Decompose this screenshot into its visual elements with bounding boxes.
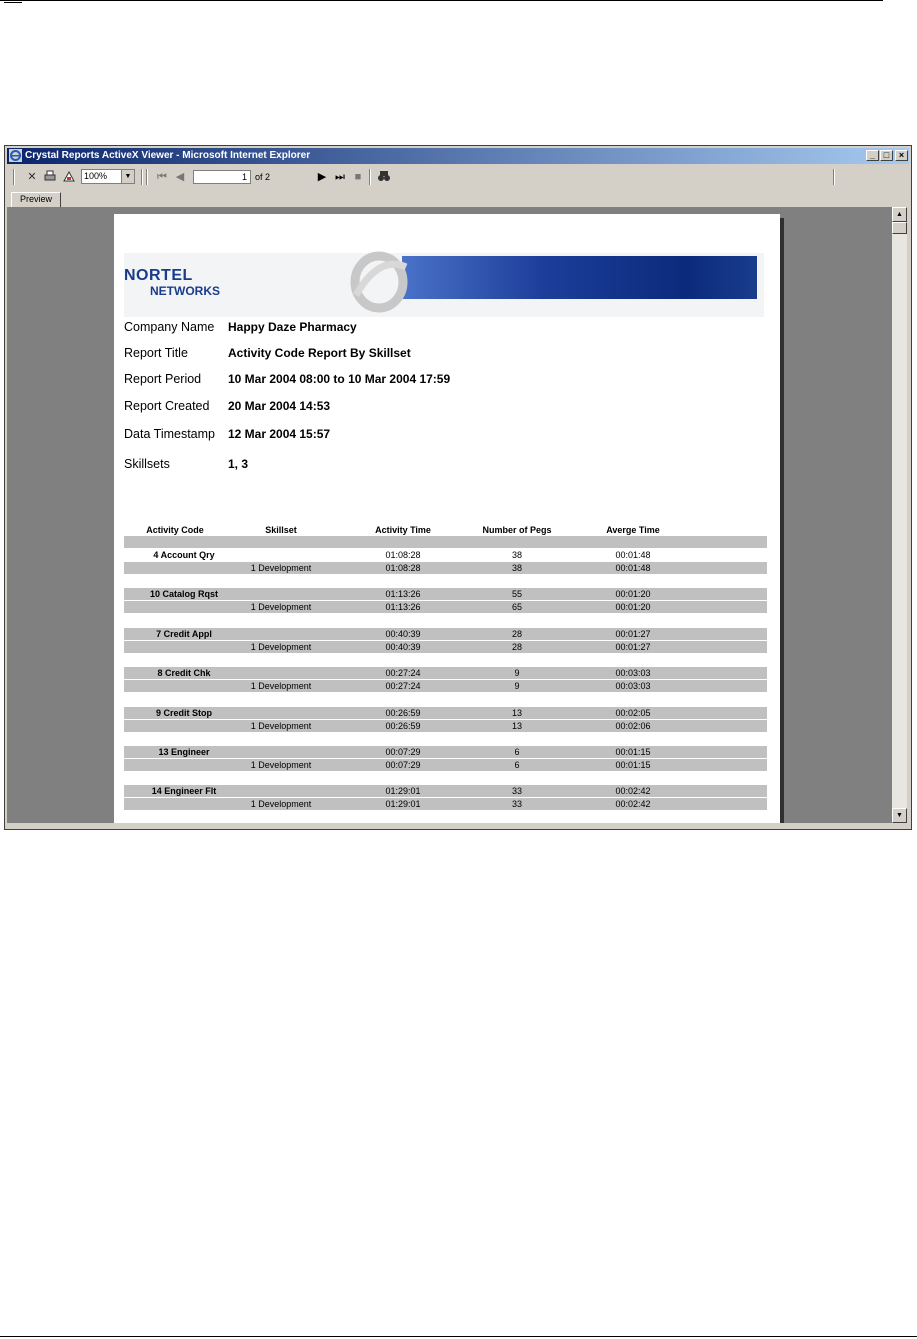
column-header-number-of-pegs: Number of Pegs xyxy=(482,525,552,535)
group-average-time: 00:01:20 xyxy=(615,589,651,600)
detail-activity-time: 00:40:39 xyxy=(385,641,421,652)
meta-label-title: Report Title xyxy=(124,346,188,360)
table-separator-band xyxy=(124,667,767,679)
export-icon[interactable] xyxy=(62,170,76,184)
detail-skillset: 1 Development xyxy=(250,720,312,731)
table-separator-band xyxy=(124,588,767,600)
zoom-select[interactable] xyxy=(81,169,135,184)
meta-value-title: Activity Code Report By Skillset xyxy=(228,346,411,360)
detail-row-band xyxy=(124,759,767,771)
close-button[interactable]: × xyxy=(895,150,908,161)
group-number-of-pegs: 6 xyxy=(514,747,520,757)
detail-activity-time: 00:07:29 xyxy=(385,760,421,770)
scroll-thumb[interactable] xyxy=(892,222,907,234)
detail-skillset: 1 Development xyxy=(250,760,312,770)
stop-icon[interactable]: ■ xyxy=(354,171,362,183)
document-top-rule xyxy=(0,0,883,1)
title-bar[interactable] xyxy=(7,148,909,164)
toolbar-separator xyxy=(146,169,148,185)
column-header-skillset: Skillset xyxy=(265,525,297,535)
detail-number-of-pegs: 9 xyxy=(514,681,520,692)
document-bottom-rule xyxy=(0,1336,917,1337)
toolbar-separator xyxy=(13,169,15,185)
column-header-average-time: Averge Time xyxy=(606,525,660,535)
table-separator-band xyxy=(124,628,767,640)
first-page-icon[interactable]: ⏮ xyxy=(157,171,167,183)
detail-activity-time: 01:29:01 xyxy=(385,799,421,810)
detail-activity-time: 00:26:59 xyxy=(385,720,421,731)
group-average-time: 00:02:42 xyxy=(615,786,651,797)
detail-average-time: 00:01:48 xyxy=(615,563,651,573)
group-activity-time: 00:26:59 xyxy=(385,707,421,718)
meta-label-timestamp: Data Timestamp xyxy=(124,427,216,441)
detail-activity-time: 00:27:24 xyxy=(385,681,421,692)
toolbar-separator xyxy=(833,169,835,185)
group-activity-code: 14 Engineer Flt xyxy=(151,786,217,797)
previous-page-icon[interactable]: ◀ xyxy=(175,171,185,183)
page-count-label: of 2 xyxy=(255,172,271,182)
vertical-scrollbar[interactable] xyxy=(892,207,907,823)
viewer-toolbar xyxy=(7,166,909,188)
meta-label-period: Report Period xyxy=(124,372,202,386)
detail-number-of-pegs: 38 xyxy=(511,563,523,573)
group-activity-code: 7 Credit Appl xyxy=(156,628,212,639)
group-number-of-pegs: 9 xyxy=(514,668,520,679)
detail-row-band xyxy=(124,680,767,692)
search-icon[interactable] xyxy=(377,170,391,184)
maximize-button[interactable]: □ xyxy=(880,150,893,161)
meta-label-skillsets: Skillsets xyxy=(124,457,170,471)
detail-average-time: 00:02:42 xyxy=(615,799,651,810)
table-separator-band xyxy=(124,785,767,797)
group-activity-time: 00:27:24 xyxy=(385,668,421,679)
detail-number-of-pegs: 13 xyxy=(511,720,523,731)
report-page xyxy=(114,214,780,823)
group-number-of-pegs: 33 xyxy=(511,786,523,797)
meta-value-timestamp: 12 Mar 2004 15:57 xyxy=(228,427,331,441)
document-top-mark xyxy=(4,2,22,3)
table-separator-band xyxy=(124,746,767,758)
detail-skillset: 1 Development xyxy=(250,602,312,613)
detail-row-band xyxy=(124,720,767,732)
zoom-value: 100% xyxy=(84,171,108,181)
detail-number-of-pegs: 65 xyxy=(511,602,523,613)
tab-preview[interactable]: Preview xyxy=(11,192,61,208)
detail-average-time: 00:01:15 xyxy=(615,760,651,770)
detail-skillset: 1 Development xyxy=(250,563,312,573)
meta-value-skillsets: 1, 3 xyxy=(228,457,249,471)
detail-row-band xyxy=(124,641,767,653)
minimize-button[interactable]: _ xyxy=(866,150,879,161)
meta-value-period: 10 Mar 2004 08:00 to 10 Mar 2004 17:59 xyxy=(228,372,451,386)
detail-skillset: 1 Development xyxy=(250,641,312,652)
meta-label-company: Company Name xyxy=(124,320,215,334)
detail-skillset: 1 Development xyxy=(250,799,312,810)
nortel-globe-icon xyxy=(344,247,414,313)
meta-label-created: Report Created xyxy=(124,399,210,413)
group-activity-time: 00:40:39 xyxy=(385,628,421,639)
group-average-time: 00:01:27 xyxy=(615,628,651,639)
group-average-time: 00:03:03 xyxy=(615,668,651,679)
last-page-icon[interactable]: ⏭ xyxy=(335,171,345,183)
logo-networks: NETWORKS xyxy=(150,284,220,298)
detail-number-of-pegs: 6 xyxy=(514,760,520,770)
detail-row-band xyxy=(124,562,767,574)
detail-average-time: 00:03:03 xyxy=(615,681,651,692)
group-activity-code: 10 Catalog Rqst xyxy=(149,589,219,600)
group-activity-code: 9 Credit Stop xyxy=(155,707,213,718)
close-view-icon[interactable]: ✕ xyxy=(27,171,37,183)
internet-explorer-icon xyxy=(9,149,22,162)
detail-number-of-pegs: 33 xyxy=(511,799,523,810)
browser-window xyxy=(4,145,912,830)
logo-nortel: NORTEL xyxy=(124,267,193,284)
group-activity-code: 8 Credit Chk xyxy=(157,668,211,679)
page-number-input[interactable]: 1 xyxy=(193,170,251,184)
group-number-of-pegs: 55 xyxy=(511,589,523,600)
group-number-of-pegs: 38 xyxy=(511,550,523,560)
next-page-icon[interactable]: ▶ xyxy=(317,171,327,183)
detail-skillset: 1 Development xyxy=(250,681,312,692)
detail-number-of-pegs: 28 xyxy=(511,641,523,652)
table-separator-band xyxy=(124,707,767,719)
banner-gradient xyxy=(402,256,757,299)
table-separator-band xyxy=(124,536,767,548)
group-number-of-pegs: 13 xyxy=(511,707,523,718)
group-average-time: 00:01:48 xyxy=(615,550,651,560)
detail-average-time: 00:01:27 xyxy=(615,641,651,652)
chevron-down-icon[interactable]: ▼ xyxy=(121,170,134,183)
group-activity-time: 01:13:26 xyxy=(385,589,421,600)
meta-value-created: 20 Mar 2004 14:53 xyxy=(228,399,331,413)
group-average-time: 00:01:15 xyxy=(615,747,651,757)
group-activity-time: 00:07:29 xyxy=(385,747,421,757)
toolbar-separator xyxy=(369,169,371,185)
group-average-time: 00:02:05 xyxy=(615,707,651,718)
group-activity-time: 01:29:01 xyxy=(385,786,421,797)
detail-average-time: 00:02:06 xyxy=(615,720,651,731)
window-title: Crystal Reports ActiveX Viewer - Microsoft Internet Explorer xyxy=(25,150,311,161)
detail-activity-time: 01:13:26 xyxy=(385,602,421,613)
detail-activity-time: 01:08:28 xyxy=(385,563,421,573)
report-viewport[interactable] xyxy=(7,207,892,823)
group-activity-time: 01:08:28 xyxy=(385,550,421,560)
scroll-up-icon[interactable]: ▲ xyxy=(892,207,907,222)
detail-row-band xyxy=(124,798,767,810)
column-header-activity-code: Activity Code xyxy=(146,525,204,535)
scroll-down-icon[interactable]: ▼ xyxy=(892,808,907,823)
detail-row-band xyxy=(124,601,767,613)
detail-average-time: 00:01:20 xyxy=(615,602,651,613)
group-number-of-pegs: 28 xyxy=(511,628,523,639)
group-activity-code: 13 Engineer xyxy=(158,747,210,757)
group-activity-code: 4 Account Qry xyxy=(153,550,215,560)
toolbar-separator xyxy=(141,169,143,185)
column-header-activity-time: Activity Time xyxy=(375,525,431,535)
print-icon[interactable] xyxy=(43,170,57,184)
meta-value-company: Happy Daze Pharmacy xyxy=(228,320,357,334)
